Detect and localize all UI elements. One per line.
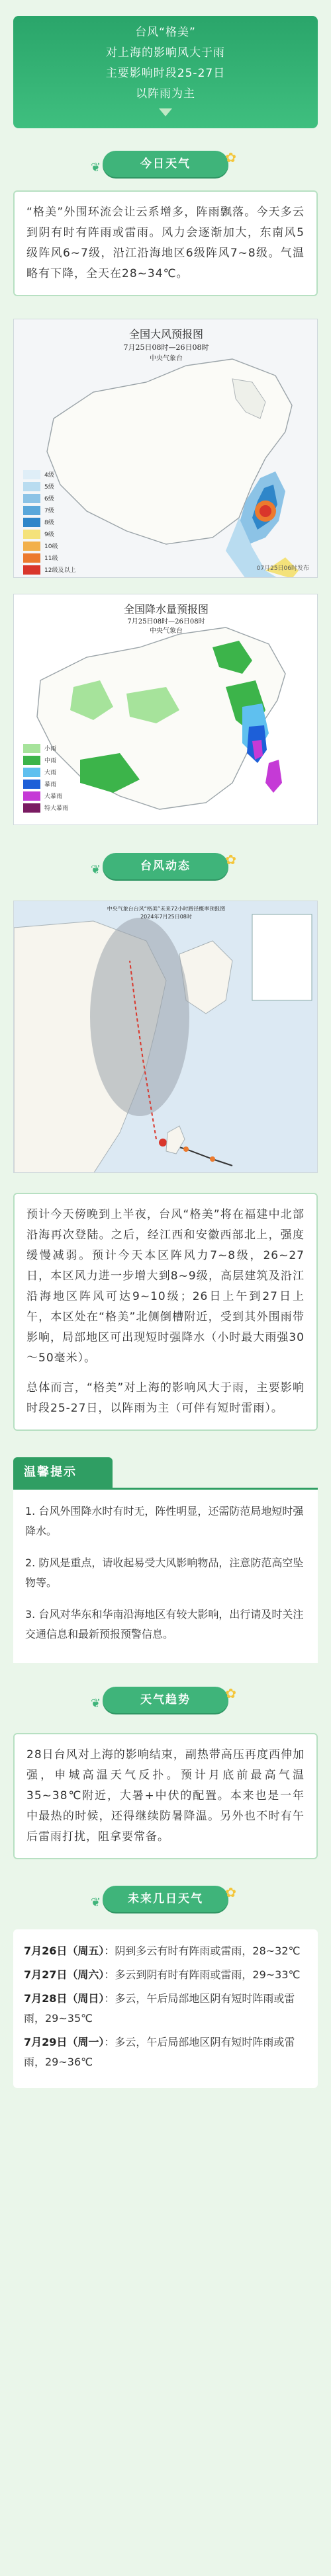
tip-item: 3. 台风对华东和华南沿海地区有较大影响，出行请及时关注交通信息和最新预报预警信息。 <box>25 1608 304 1640</box>
typhoon-track-map <box>13 901 318 1173</box>
forecast-detail: ：多云到阴有时有阵雨或雷雨，29~33℃ <box>104 1968 301 1981</box>
leaf-icon: ❦ <box>91 161 103 175</box>
legend-label: 6级 <box>44 496 54 503</box>
legend-label: 小雨 <box>44 746 57 752</box>
legend-swatch <box>23 482 54 491</box>
headline-banner <box>13 16 318 128</box>
wind-map-title: 全国大风预报图 <box>128 328 203 341</box>
leaf-icon: ❦ <box>91 1697 103 1711</box>
legend-swatch <box>23 565 76 575</box>
headline-line-3: 主要影响时段25-27日 <box>105 67 226 80</box>
legend-label: 特大暴雨 <box>44 805 69 812</box>
legend-label: 中雨 <box>44 758 57 764</box>
wind-map-legend <box>23 470 76 577</box>
flower-icon: ✿ <box>225 1685 238 1701</box>
typhoon-track-graphic <box>14 901 318 1173</box>
legend-label: 7级 <box>44 508 54 514</box>
forecast-row <box>24 1965 307 1985</box>
tips-header: 温馨提示 <box>13 1457 113 1488</box>
legend-label: 暴雨 <box>44 782 57 788</box>
tip-item: 1. 台风外围降水时有时无，阵性明显，还需防范局地短时强降水。 <box>25 1505 304 1537</box>
weather-trend-label: 天气趋势 <box>140 1693 191 1707</box>
today-weather-pill <box>91 149 238 177</box>
today-weather-card <box>13 190 318 296</box>
typhoon-forecast-text: 预计今天傍晚到上半夜，台风“格美”将在福建中北部沿海再次登陆。之后，经江西和安徽西部北上，强度缓慢减弱。预计今天本区阵风力7~8级，26~27日，本区风力进一步增大到8~9级，高层建筑及沿江沿海地区阵风可达9~10级；26日上午到27日上午，本区处在“格美”北侧倒槽附近，受到其外围雨带影响，局部地区可出现短时强降水（小时最大雨强30～50毫米）。 <box>26 1208 305 1365</box>
typhoon-summary-text: 总体而言，“格美”对上海的影响风大于雨，主要影响时段25-27日，以阵雨为主（可伴有短时雷雨）。 <box>26 1381 305 1415</box>
forecast-day: 7月27日（周六） <box>24 1968 105 1981</box>
forecast-row <box>24 1989 307 2029</box>
legend-swatch <box>23 780 57 789</box>
legend-label: 8级 <box>44 520 54 526</box>
future-weather-card <box>13 1929 318 2088</box>
headline-line-1: 台风“格美” <box>135 26 196 39</box>
rain-map-subtitle: 7月25日08时—26日08时 <box>127 618 205 625</box>
legend-label: 5级 <box>44 484 54 491</box>
legend-swatch <box>23 518 54 527</box>
legend-swatch <box>23 494 54 503</box>
today-weather-text: “格美”外围环流会让云系增多，阵雨飘落。今天多云到阴有时有阵雨或雷雨。风力会逐渐加大，东南风5级阵风6~7级，沿江沿海地区6级阵风7~8级。气温略有下降，全天在28~34℃。 <box>26 206 305 280</box>
legend-swatch <box>23 470 54 479</box>
future-weather-label: 未来几日天气 <box>128 1892 203 1906</box>
headline-line-2: 对上海的影响风大于雨 <box>106 46 225 60</box>
legend-swatch <box>23 530 54 539</box>
legend-label: 大暴雨 <box>44 793 63 800</box>
legend-label: 大雨 <box>44 770 57 776</box>
legend-label: 11级 <box>44 555 58 562</box>
typhoon-text-card <box>13 1193 318 1431</box>
rain-map-org: 中央气象台 <box>150 627 183 635</box>
future-weather-pill <box>91 1884 238 1912</box>
leaf-icon: ❦ <box>91 1896 103 1910</box>
forecast-row <box>24 1941 307 1961</box>
weather-trend-pill <box>91 1685 238 1713</box>
today-weather-label: 今日天气 <box>140 157 191 171</box>
flower-icon: ✿ <box>225 852 238 867</box>
flower-icon: ✿ <box>225 1884 238 1900</box>
legend-swatch <box>23 768 57 777</box>
forecast-row <box>24 2033 307 2072</box>
typhoon-map-subtitle: 2024年7月25日08时 <box>140 914 192 920</box>
typhoon-status-pill <box>91 852 238 879</box>
typhoon-status-label: 台风动态 <box>140 860 191 873</box>
wind-map-subtitle: 7月25日08时—26日08时 <box>123 343 209 352</box>
weather-trend-card <box>13 1733 318 1859</box>
wind-map-org: 中央气象台 <box>150 355 183 362</box>
legend-swatch <box>23 542 58 551</box>
wind-map-credit: 07月25日06时发布 <box>256 565 309 572</box>
wind-forecast-map <box>13 319 318 578</box>
weather-trend-text: 28日台风对上海的影响结束，副热带高压再度西伸加强，申城高温天气反扑。预计月底前最高气温35~38℃附近，大暑+中伏的配置。本来也是一年中最热的时候，还得继续防暑降温。另外也不时有午后雷雨打扰，阻拿要常备。 <box>26 1748 305 1843</box>
rain-map-legend <box>23 744 69 815</box>
tips-panel <box>13 1488 318 1663</box>
rain-map-title: 全国降水量预报图 <box>123 603 209 616</box>
legend-label: 4级 <box>44 472 54 479</box>
legend-label: 12级及以上 <box>44 567 76 574</box>
forecast-day: 7月28日（周日） <box>24 1992 105 2005</box>
legend-swatch <box>23 803 69 813</box>
forecast-day: 7月26日（周五） <box>24 1945 105 1957</box>
flower-icon: ✿ <box>225 149 238 165</box>
legend-label: 9级 <box>44 532 54 538</box>
forecast-day: 7月29日（周一） <box>24 2036 105 2048</box>
leaf-icon: ❦ <box>91 863 103 877</box>
typhoon-map-title: 中央气象台台风“格美”未来72小时路径概率预报图 <box>107 906 226 912</box>
forecast-detail: ：多云，午后局部地区阴有短时阵雨或雷雨，29~36℃ <box>24 2036 295 2068</box>
legend-swatch <box>23 791 63 801</box>
headline-line-4: 以阵雨为主 <box>136 87 195 101</box>
rain-forecast-map <box>13 594 318 825</box>
legend-label: 10级 <box>44 543 58 550</box>
legend-swatch <box>23 506 54 515</box>
tip-item: 2. 防风是重点，请收起易受大风影响物品，注意防范高空坠物等。 <box>25 1556 304 1589</box>
down-arrow-icon <box>159 108 172 116</box>
forecast-detail: ：阴到多云有时有阵雨或雷雨，28~32℃ <box>104 1945 301 1957</box>
forecast-detail: ：多云，午后局部地区阴有短时阵雨或雷雨，29~35℃ <box>24 1992 295 2025</box>
legend-swatch <box>23 744 57 753</box>
legend-swatch <box>23 756 57 765</box>
legend-swatch <box>23 553 58 563</box>
